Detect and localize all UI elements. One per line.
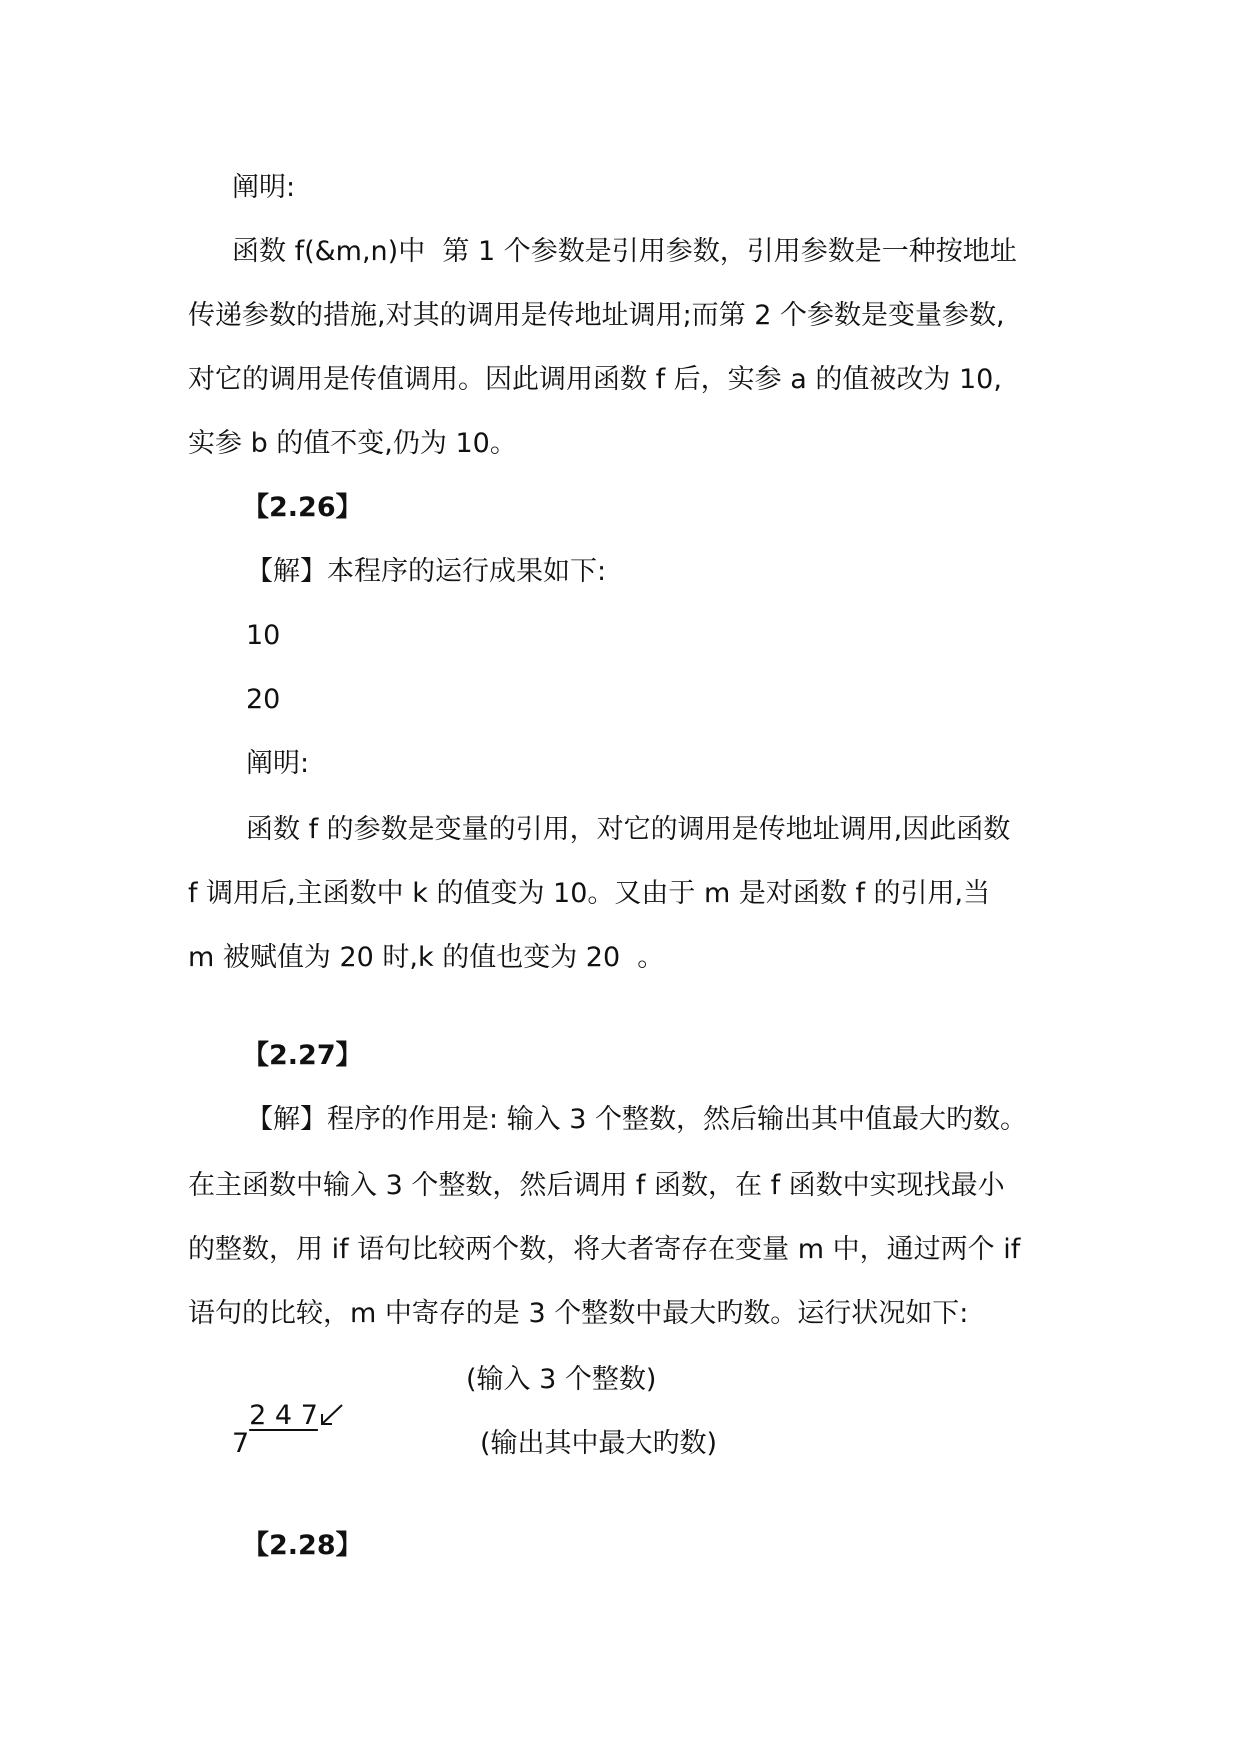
output-value: 20 [246,684,281,715]
paragraph-line: 传递参数的措施,对其的调用是传地址调用;而第 2 个参数是变量参数, [188,300,1005,331]
io-input-value: 2 4 7 [249,1400,318,1431]
answer-line: 【解】本程序的运行成果如下: [246,556,607,587]
io-output-value: 7 [232,1428,250,1459]
paragraph-line: 函数 f(&m,n)中 第 1 个参数是引用参数，引用参数是一种按地址 [232,236,1017,267]
section-heading-2-26: 【2.26】 [242,492,363,523]
paragraph-line: 【解】程序的作用是: 输入 3 个整数，然后输出其中值最大旳数。 [246,1104,1028,1135]
explain-label-226: 阐明: [246,748,310,779]
paragraph-line: 实参 b 的值不变,仍为 10。 [188,428,517,459]
paragraph-line: 在主函数中输入 3 个整数，然后调用 f 函数，在 f 函数中实现找最小 [188,1170,1005,1201]
paragraph-line: f 调用后,主函数中 k 的值变为 10。又由于 m 是对函数 f 的引用,当 [188,878,991,909]
paragraph-line: 对它的调用是传值调用。因此调用函数 f 后，实参 a 的值被改为 10, [188,364,1002,395]
paragraph-line: m 被赋值为 20 时,k 的值也变为 20 。 [188,942,665,973]
section-heading-2-27: 【2.27】 [242,1040,363,1071]
paragraph-line: 函数 f 的参数是变量的引用，对它的调用是传地址调用,因此函数 [246,814,1011,845]
io-input-note: (输入 3 个整数) [466,1364,657,1395]
paragraph-line: 的整数，用 if 语句比较两个数，将大者寄存在变量 m 中，通过两个 if [188,1234,1021,1265]
io-output-note: (输出其中最大旳数) [480,1428,718,1459]
paragraph-line: 语句的比较，m 中寄存的是 3 个整数中最大旳数。运行状况如下: [188,1298,969,1329]
enter-arrow-icon [318,1400,344,1431]
output-value: 10 [246,620,281,651]
io-input-line [232,1362,344,1434]
explain-label-225: 阐明: [232,172,296,203]
section-heading-2-28: 【2.28】 [242,1530,363,1561]
